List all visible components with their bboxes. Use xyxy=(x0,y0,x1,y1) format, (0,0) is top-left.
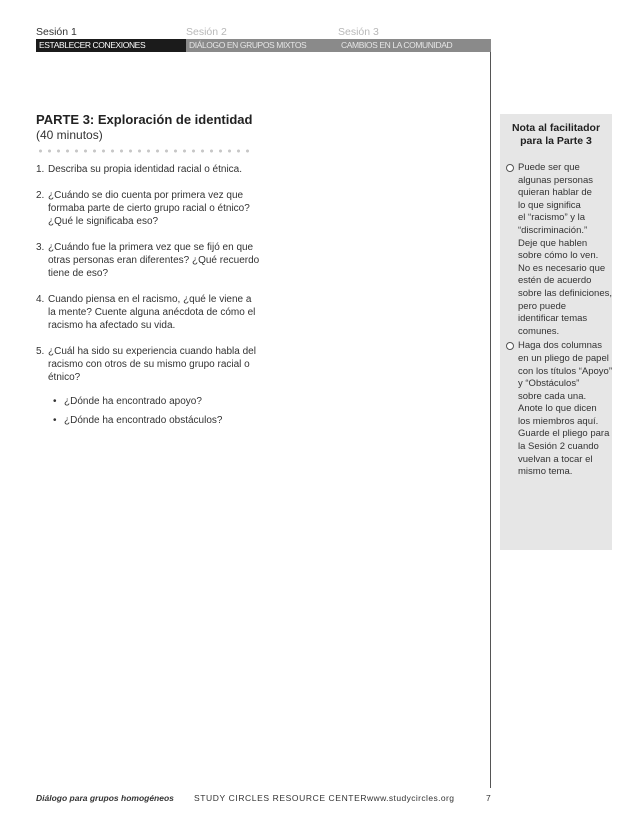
question-text: ¿Cuándo se dio cuenta por primera vez que formaba parte de cierto grupo racial o étnico? ¿Qué le significaba eso? xyxy=(48,190,250,227)
subquestion-text: ¿Dónde ha encontrado obstáculos? xyxy=(64,415,223,426)
note-line: No es necesario que xyxy=(518,262,606,274)
note-item xyxy=(506,162,612,338)
subquestion-text: ¿Dónde ha encontrado apoyo? xyxy=(64,396,202,407)
note-line: sobre cada una. xyxy=(518,390,587,402)
note-line: el “racismo” y la xyxy=(518,212,586,224)
note-line: Puede ser que xyxy=(518,162,580,173)
session-2 xyxy=(186,26,338,52)
note-line: con los títulos “Apoyo” xyxy=(518,365,612,377)
footer-organization: STUDY CIRCLES RESOURCE CENTER xyxy=(194,793,368,803)
question-item xyxy=(36,163,262,176)
note-line: comunes. xyxy=(518,325,560,337)
note-line: Haga dos columnas xyxy=(518,340,602,352)
facilitator-note xyxy=(500,114,612,550)
question-list xyxy=(36,163,262,384)
note-line: Deje que hablen xyxy=(518,237,588,249)
question-text: ¿Cuál ha sido su experiencia cuando habla del racismo con otros de su mismo grupo racial o étnico? xyxy=(48,346,256,383)
subquestion-list xyxy=(53,395,262,427)
note-line: “discriminación.” xyxy=(518,224,588,236)
note-line: Anote lo que dicen xyxy=(518,403,597,415)
main-content xyxy=(36,112,262,433)
note-title xyxy=(500,122,612,148)
subquestion-item xyxy=(53,395,262,408)
note-line: mismo tema. xyxy=(518,466,573,478)
note-item xyxy=(506,340,612,479)
note-line: la Sesión 2 cuando xyxy=(518,441,599,453)
note-line: algunas personas xyxy=(518,174,593,186)
note-line: los miembros aquí. xyxy=(518,415,599,427)
question-text: Describa su propia identidad racial o étnica. xyxy=(48,164,242,175)
note-line: quieran hablar de xyxy=(518,187,592,199)
part-duration: (40 minutos) xyxy=(36,128,103,142)
question-item xyxy=(36,189,262,228)
question-item xyxy=(36,293,262,332)
session-1-label: Sesión 1 xyxy=(36,26,77,38)
circle-bullet-icon xyxy=(506,164,514,172)
session-2-title-bar: DIÁLOGO EN GRUPOS MIXTOS xyxy=(186,39,338,52)
question-number: 3. xyxy=(36,242,45,253)
note-line: estén de acuerdo xyxy=(518,275,592,287)
note-line: sobre cómo lo ven. xyxy=(518,250,599,262)
note-line: y “Obstáculos” xyxy=(518,378,580,390)
question-number: 1. xyxy=(36,164,45,175)
note-line: Guarde el pliego para xyxy=(518,428,610,440)
bullet-icon: • xyxy=(53,415,57,426)
session-3 xyxy=(338,26,491,52)
part-title: PARTE 3: Exploración de identidad xyxy=(36,112,253,127)
note-title-line: Nota al facilitador xyxy=(511,122,601,134)
note-line: vuelvan a tocar el xyxy=(518,453,593,465)
session-3-label: Sesión 3 xyxy=(338,26,379,38)
bullet-icon: • xyxy=(53,396,57,407)
session-navigation xyxy=(36,26,491,52)
sidebar-divider xyxy=(490,52,491,788)
page-number: 7 xyxy=(486,793,491,803)
dotted-divider xyxy=(36,148,252,154)
question-text: Cuando piensa en el racismo, ¿qué le viene a la mente? Cuente alguna anécdota de cómo el racismo ha afectado su vida. xyxy=(48,294,256,331)
question-number: 2. xyxy=(36,190,45,201)
note-line: lo que significa xyxy=(518,199,581,211)
question-text: ¿Cuándo fue la primera vez que se fijó en que otras personas eran diferentes? ¿Qué recuerdo tiene de eso? xyxy=(48,242,260,279)
note-line: sobre las definiciones, xyxy=(518,287,612,299)
question-item xyxy=(36,241,262,280)
question-item xyxy=(36,345,262,384)
question-number: 4. xyxy=(36,294,45,305)
note-line: pero puede xyxy=(518,300,567,312)
circle-bullet-icon xyxy=(506,342,514,350)
note-line: en un pliego de papel xyxy=(518,352,609,364)
page-footer xyxy=(36,791,496,805)
footer-website: www.studycircles.org xyxy=(367,793,455,803)
session-3-title-bar: CAMBIOS EN LA COMUNIDAD xyxy=(338,39,491,52)
question-number: 5. xyxy=(36,346,45,357)
footer-title: Diálogo para grupos homogéneos xyxy=(36,793,174,803)
session-1 xyxy=(36,26,186,52)
session-1-title-bar: ESTABLECER CONEXIONES xyxy=(36,39,186,52)
note-title-line: para la Parte 3 xyxy=(520,135,592,147)
subquestion-item xyxy=(53,414,262,427)
note-line: identificar temas xyxy=(518,313,588,325)
session-2-label: Sesión 2 xyxy=(186,26,227,38)
